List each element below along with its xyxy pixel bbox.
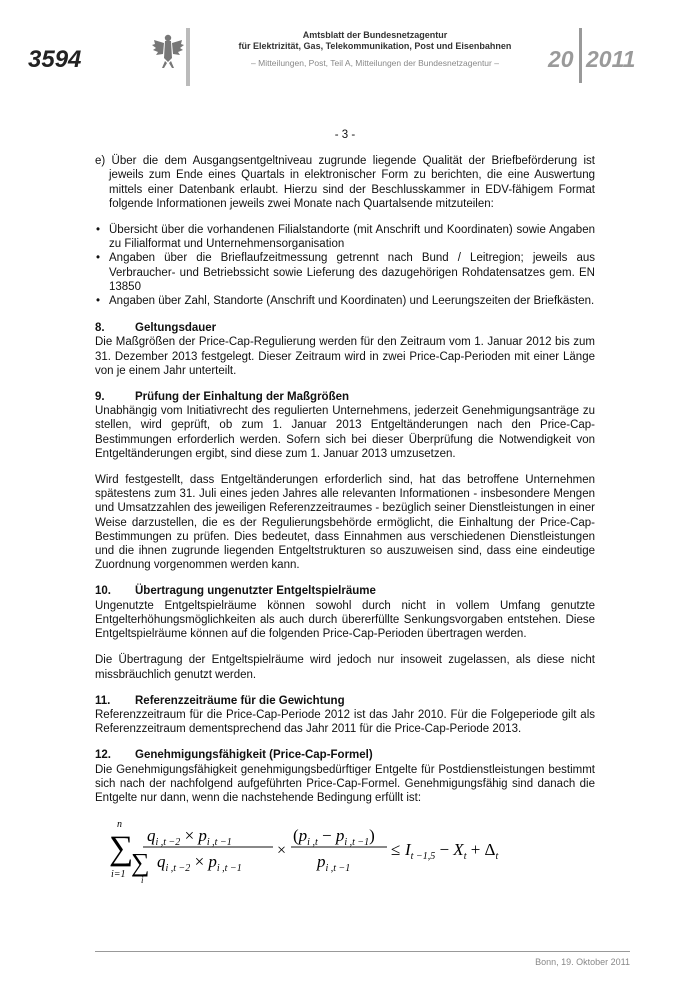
page-number: 3594 [28,46,82,73]
issue-number: 20 [548,46,574,72]
section-heading-10 [95,584,595,598]
sum-upper-limit: n [117,819,122,831]
times-symbol: × [277,842,287,860]
journal-title-line1: Amtsblatt der Bundesnetzagentur [302,30,448,40]
denominator-2: $p_{i ,t -1}$ [317,852,351,875]
section-title: Genehmigungsfähigkeit (Price-Cap-Formel) [135,749,373,762]
journal-subtitle: – Mitteilungen, Post, Teil A, Mitteilungen der Bundesnetzagentur – [251,58,499,68]
numerator-1: $q_{i ,t -2} \times p_{i ,t -1}$ [147,826,232,849]
section-11-text: Referenzzeitraum für die Price-Cap-Periode 2012 ist das Jahr 2010. Für die Folgeperiode gilt als Referenzzeitraum dementsprechend das Jahr 2011 für die Price-Cap-Periode 2013. [95,708,595,736]
journal-title-line2: für Elektrizität, Gas, Telekommunikation, Post und Eisenbahnen [238,41,512,51]
issue-year: 2011 [586,46,636,72]
section-9-text-1: Unabhängig vom Initiativrecht des regulierten Unternehmens, jederzeit Genehmigungsanträge zu stellen, wird geprüft, ob zum 1. Januar 2013 Entgeltänderungen nach den Price-Cap-Bestimmungen erforderlich werden. Sofern sich bei dieser Überprüfung die Notwendigkeit von Entgeltänderungen ergibt, sind diese zum 1. Januar 2013 umzusetzen. [95,405,595,460]
section-9-text-2: Wird festgestellt, dass Entgeltänderungen erforderlich sind, hat das betroffene Unternehmen spätestens zum 31. Juli eines jeden Jahres alle relevanten Informationen - insbesondere Mengen und Umsatzzahlen des jeweiligen Referenzzeitraumes - bezüglich seiner Dienstleistungen in einer Weise darzustellen, die es der Regulierungsbehörde ermöglicht, die Einhaltung der Price-Cap-Bestimmungen zu prüfen. Dies bedeutet, dass Einnahmen aus verschiedenen Dienstleistungen und die ihnen zugrunde liegenden Entgeltstrukturen so auszuweisen sind, dass eine eindeutige Zuordnung vorgenommen werden kann. [95,474,595,572]
section-heading-11 [95,694,595,708]
page-marker: - 3 - [334,129,356,141]
section-title: Prüfung der Einhaltung der Maßgrößen [135,391,350,404]
section-title: Geltungsdauer [135,322,217,335]
section-number: 8. [95,322,105,335]
list-item: • Übersicht über die vorhandenen Filialstandorte (mit Anschrift und Koordinaten) sowie Angaben zu Filialformat und Unternehmensorganisation [95,223,595,251]
sum-symbol: ∑ [109,830,134,868]
section-title: Referenzzeiträume für die Gewichtung [135,694,345,707]
federal-eagle-icon [151,32,185,72]
bullet-list [95,223,595,308]
document-body [95,128,595,885]
section-10-text-1: Ungenutzte Entgeltspielräume können sowohl durch nicht in vollem Umfang genutzte Entgelterhöhungsmöglichkeiten als auch durch übererfüllte Senkungsvorgaben entstehen. Diese Entgeltspielräume können auf die folgenden Price-Cap-Perioden übertragen werden. [95,599,595,641]
section-heading-8 [95,321,595,335]
section-number: 12. [95,749,111,762]
paragraph-e: e) Über die dem Ausgangsentgeltniveau zugrunde liegende Qualität der Briefbeförderung ist jeweils zum Ende eines Quartals in elektronischer Form zu berichten, die eine Auswertung mittels einer Datenbank erlaubt. Hierzu sind der Beschlusskammer in EDV-fähigem Format folgende Informationen jeweils zwei Monate nach Quartalsende mitzuteilen: [95,155,595,210]
section-number: 11. [95,694,111,707]
list-item: • Angaben über Zahl, Standorte (Anschrift und Koordinaten) und Leerungszeiten der Briefkästen. [95,294,595,308]
denominator-1: $q_{i ,t -2} \times p_{i ,t -1}$ [157,852,242,875]
numerator-2: $(p_{i ,t} - p_{i ,t -1})$ [293,826,375,849]
footer-date: Bonn, 19. Oktober 2011 [535,957,630,967]
formula-graphic [95,815,515,885]
section-number: 10. [95,585,111,598]
price-cap-formula [95,815,595,885]
footer-divider [95,951,630,952]
issue-divider [579,28,582,83]
inner-sum-lower-limit: i [141,875,144,886]
section-title: Übertragung ungenutzter Entgeltspielräume [135,585,376,598]
sum-lower-limit: i=1 [111,869,126,881]
section-number: 9. [95,391,105,404]
section-heading-12 [95,748,595,762]
section-8-text: Die Maßgrößen der Price-Cap-Regulierung werden für den Zeitraum vom 1. Januar 2012 bis zum 31. Dezember 2013 festgelegt. Dieser Zeitraum wird in zwei Price-Cap-Perioden mit einer Länge von je einem Jahr unterteilt. [95,336,595,377]
section-10-text-2: Die Übertragung der Entgeltspielräume wird jedoch nur insoweit zugelassen, als diese nicht missbräuchlich genutzt werden. [95,654,595,681]
section-heading-9 [95,390,595,404]
leq-symbol: ≤ [391,840,401,860]
inner-sum-symbol: ∑ [131,848,150,878]
section-12-text: Die Genehmigungsfähigkeit genehmigungsbedürftiger Entgelte für Postdienstleistungen bestimmt sich nach der nachfolgend aufgeführten Price-Cap-Formel. Genehmigungsfähig sind danach die Entgelte nur dann, wenn die nachstehende Bedingung erfüllt ist: [95,763,595,804]
rhs-expression: $I_{t -1,5} - X_t + \Delta_t$ [405,840,499,863]
list-item: • Angaben über die Brieflaufzeitmessung getrennt nach Bund / Leitregion; jeweils aus Verbraucher- und Betriebssicht sowie Lieferung des dazugehörigen Rohdatensatzes gem. EN 13850 [95,251,595,294]
